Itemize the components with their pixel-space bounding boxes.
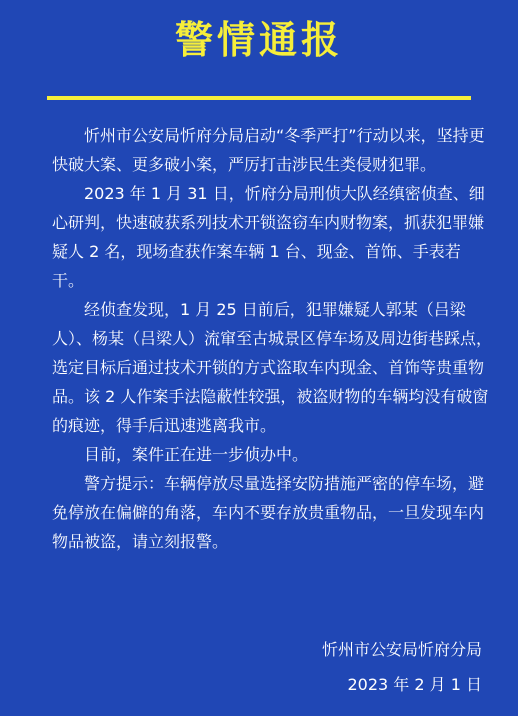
paragraph-case: 2023 年 1 月 31 日，忻府分局刑侦大队经缜密侦查、细心研判，快速破获系列技术开锁盗窃车内财物案，抓获犯罪嫌疑人 2 名，现场查获作案车辆 1 台、现金、首饰、手表若干。 [52,184,485,290]
notice-title: 警情通报 [174,18,343,62]
issuer-signature: 忻州市公安局忻府分局 [321,640,482,659]
paragraph-intro: 忻州市公安局忻府分局启动“冬季严打”行动以来，坚持更快破大案、更多破小案，严厉打击涉民生类侵财犯罪。 [52,126,485,174]
title-divider [47,96,471,100]
paragraph-status: 目前，案件正在进一步侦办中。 [84,445,309,464]
issue-date: 2023 年 2 月 1 日 [347,675,482,694]
paragraph-investigation: 经侦查发现，1 月 25 日前后，犯罪嫌疑人郭某（吕梁人）、杨某（吕梁人）流窜至古城景区停车场及周边街巷踩点，选定目标后通过技术开锁的方式盗取车内现金、首饰等贵重物品。该 2 人作案手法隐蔽性较强，被盗财物的车辆均没有破窗的痕迹，得手后迅速逃离我市。 [52,300,493,435]
notice-body [52,121,492,556]
paragraph-warning: 警方提示：车辆停放尽量选择安防措施严密的停车场，避免停放在偏僻的角落，车内不要存放贵重物品，一旦发现车内物品被盗，请立刻报警。 [52,474,485,551]
